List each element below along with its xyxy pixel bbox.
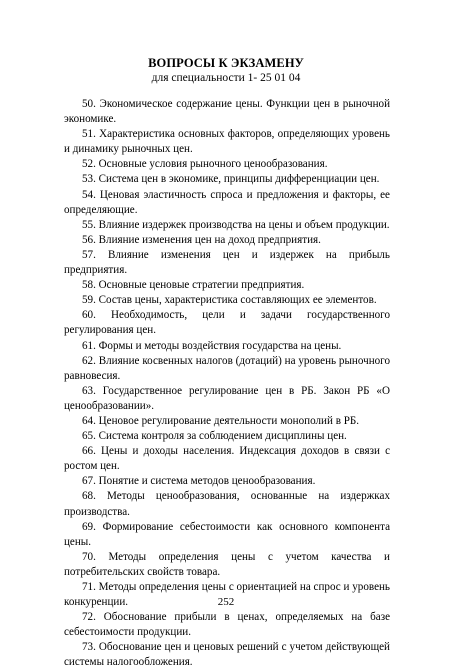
question-item: 51. Характеристика основных факторов, определяющих уровень и динамику рыночных цен. — [64, 128, 390, 156]
question-item: 55. Влияние издержек производства на цены и объем продукции. — [82, 218, 390, 231]
question-item: 66. Цены и доходы населения. Индексация доходов в связи с ростом цен. — [64, 445, 390, 473]
question-item: 58. Основные ценовые стратегии предприятия. — [82, 279, 305, 292]
question-item: 54. Ценовая эластичность спроса и предложения и факторы, ее определяющие. — [64, 188, 390, 216]
question-list — [64, 97, 390, 671]
question-item: 57. Влияние изменения цен и издержек на прибыль предприятия. — [64, 248, 390, 277]
question-item: 52. Основные условия рыночного ценообразования. — [82, 158, 328, 171]
question-item: 59. Состав цены, характеристика составляющих ее элементов. — [82, 294, 377, 307]
page-number: 252 — [217, 596, 235, 608]
question-item: 62. Влияние косвенных налогов (дотаций) на уровень рыночного равновесия. — [64, 354, 390, 382]
page-title: ВОПРОСЫ К ЭКЗАМЕНУ — [148, 56, 304, 70]
question-item: 65. Система контроля за соблюдением дисциплины цен. — [82, 430, 347, 443]
question-item: 67. Понятие и система методов ценообразования. — [82, 475, 316, 488]
question-item: 50. Экономическое содержание цены. Функции цен в рыночной экономике. — [64, 98, 390, 126]
page-subtitle: для специальности 1- 25 01 04 — [151, 72, 301, 84]
question-item: 69. Формирование себестоимости как основного компонента цены. — [64, 520, 390, 548]
question-item: 72. Обоснование прибыли в ценах, определяемых на базе себестоимости продукции. — [64, 611, 390, 639]
question-item: 64. Ценовое регулирование деятельности монополий в РБ. — [82, 414, 360, 427]
question-item: 71. Методы определения цены с ориентацией на спрос и уровень конкуренции. — [64, 581, 390, 609]
question-item: 61. Формы и методы воздействия государства на цены. — [82, 339, 342, 352]
question-item: 60. Необходимость, цели и задачи государственного регулирования цен. — [64, 309, 390, 337]
question-item: 56. Влияние изменения цен на доход предприятия. — [82, 233, 321, 246]
question-item: 70. Методы определения цены с учетом качества и потребительских свойств товара. — [64, 550, 390, 578]
question-item: 73. Обоснование цен и ценовых решений с учетом действующей системы налогообложения. — [64, 641, 390, 669]
question-item: 63. Государственное регулирование цен в РБ. Закон РБ «О ценообразовании». — [64, 384, 390, 412]
question-item: 68. Методы ценообразования, основанные на издержках производства. — [64, 490, 390, 518]
question-item: 53. Система цен в экономике, принципы дифференциации цен. — [82, 173, 380, 186]
